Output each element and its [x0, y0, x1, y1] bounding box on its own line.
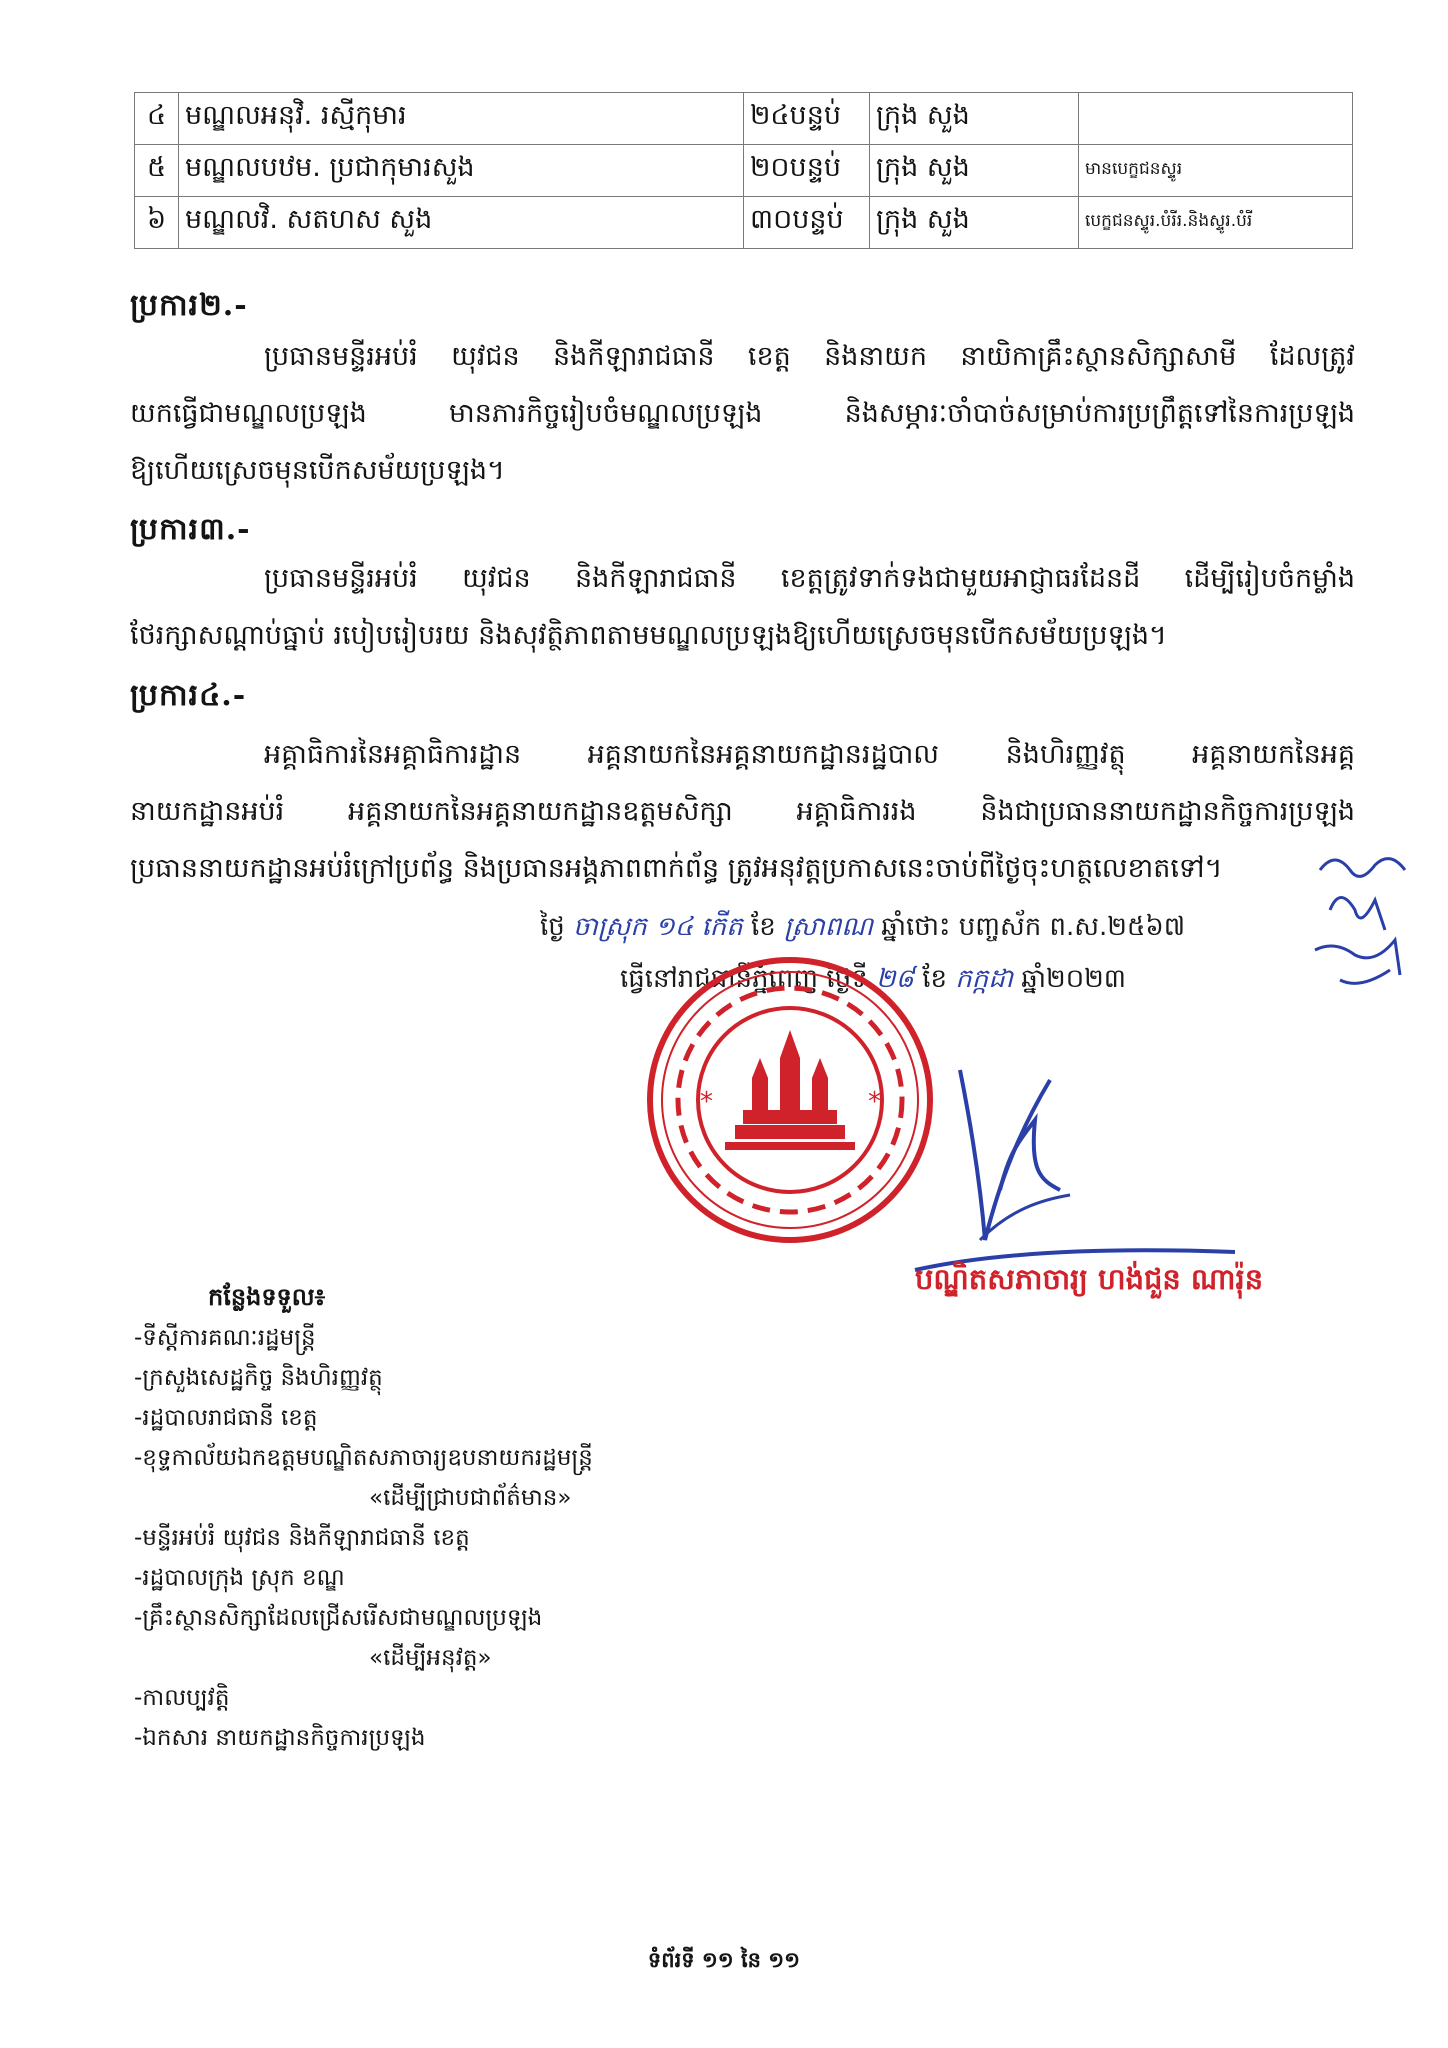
article-3-body [130, 550, 1355, 664]
paragraph-line: ប្រធានមន្ទីរអប់រំ យុវជន និងកីឡារាជធានី ខេត្តត្រូវទាក់ទងជាមួយអាជ្ញាធរដែនដី ដើម្បីរៀបចំកម្លាំង [264, 563, 1355, 594]
table-row [135, 145, 1353, 197]
signer-name: បណ្ឌិតសភាចារ្យ ហង់ជួន ណារ៉ុន [915, 1262, 1264, 1296]
list-item: «ដើម្បីអនុវត្ត» [369, 1645, 492, 1671]
table-row [135, 93, 1353, 145]
list-item: -រដ្ឋបាលរាជធានី ខេត្ត [134, 1405, 318, 1431]
greg-year: ឆ្នាំ២០២៣ [1021, 964, 1127, 994]
list-item: «ដើម្បីជ្រាបជាព័ត៌មាន» [369, 1485, 572, 1511]
signature-icon [940, 1060, 1080, 1250]
page-number: ទំព័រទី ១១ នៃ ១១ [647, 1948, 801, 1972]
lunar-month-handwritten: ស្រាពណ [783, 912, 873, 942]
list-item: -ទីស្តីការគណៈរដ្ឋមន្ត្រី [134, 1325, 316, 1351]
paragraph-line: នាយកដ្ឋានអប់រំ អគ្គនាយកនៃអគ្គនាយកដ្ឋានឧត្តមសិក្សា អគ្គាធិការរង និងជាប្រធាននាយកដ្ឋានកិច្ចការប្រឡង [130, 796, 1355, 827]
note: មានបេក្ខជនស្ទូរ [1079, 145, 1353, 197]
article-4-heading: ប្រការ៤.- [130, 678, 247, 713]
paragraph-line: ឱ្យហើយស្រេចមុនបើកសម័យប្រឡង។ [130, 455, 505, 486]
center-name: មណ្ឌលអនុវិ. រស្មីកុមារ [179, 93, 744, 145]
article-2-body [130, 328, 1355, 499]
list-item: -ក្រសួងសេដ្ឋកិច្ច និងហិរញ្ញវត្ថុ [134, 1365, 383, 1391]
room-count: ៣០បន្ទប់ [744, 197, 870, 249]
handwritten-initials-icon [1300, 840, 1420, 1010]
greg-month-label: ខែ [922, 964, 947, 994]
row-number: ៦ [135, 197, 179, 249]
lunar-date [540, 910, 1185, 948]
recipients-title: កន្លែងទទួល៖ [208, 1283, 326, 1311]
row-number: ៥ [135, 145, 179, 197]
note: បេក្ខជនស្ទូរ.បំរីរ.និងស្ទូរ.បំរី [1079, 197, 1353, 249]
table-row [135, 197, 1353, 249]
article-2-heading: ប្រការ២.- [130, 288, 248, 323]
greg-month-handwritten: កក្កដា [955, 964, 1013, 994]
location: ក្រុង សួង [870, 145, 1079, 197]
room-count: ២០បន្ទប់ [744, 145, 870, 197]
article-4-body [130, 726, 1355, 897]
row-number: ៤ [135, 93, 179, 145]
location: ក្រុង សួង [870, 93, 1079, 145]
greg-day-handwritten: ២៨ [875, 964, 914, 994]
center-name: មណ្ឌលបឋម. ប្រជាកុមារសួង [179, 145, 744, 197]
paragraph-line: យកធ្វើជាមណ្ឌលប្រឡង មានភារកិច្ចរៀបចំមណ្ឌលប្រឡង និងសម្ភារៈចាំបាច់សម្រាប់ការប្រព្រឹត្តទៅនៃការប្រឡង [130, 398, 1355, 429]
paragraph-line: ប្រធានមន្ទីរអប់រំ យុវជន និងកីឡារាជធានី ខេត្ត និងនាយក នាយិកាគ្រឹះស្ថានសិក្សាសាមី ដែលត្រូវ [264, 341, 1355, 372]
lunar-month-label: ខែ [750, 912, 776, 942]
recipients-list [134, 1318, 593, 1758]
greg-prefix: ធ្វើនៅរាជធានីភ្នំពេញ ថ្ងៃទី [620, 964, 868, 994]
list-item: -គ្រឹះស្ថានសិក្សាដែលជ្រើសរើសជាមណ្ឌលប្រឡង [134, 1605, 543, 1631]
list-item: -ឯកសារ នាយកដ្ឋានកិច្ចការប្រឡង [134, 1725, 426, 1751]
paragraph-line: ប្រធាននាយកដ្ឋានអប់រំក្រៅប្រព័ន្ធ និងប្រធានអង្គភាពពាក់ព័ន្ធ ត្រូវអនុវត្តប្រកាសនេះចាប់ពីថ្ងៃចុះហត្ថលេខាតទៅ។ [130, 853, 1223, 884]
lunar-year: ឆ្នាំថោះ បញ្ចស័ក ព.ស.២៥៦៧ [881, 912, 1186, 942]
note [1079, 93, 1353, 145]
lunar-prefix: ថ្ងៃ [540, 912, 565, 942]
center-name: មណ្ឌលវិ. សតហស សួង [179, 197, 744, 249]
svg-text:*: * [700, 1087, 713, 1117]
list-item: -ខុទ្ទកាល័យឯកឧត្តមបណ្ឌិតសភាចារ្យឧបនាយករដ្ឋមន្ត្រី [134, 1445, 593, 1471]
list-item: -មន្ទីរអប់រំ យុវជន និងកីឡារាជធានី ខេត្ត [134, 1525, 470, 1551]
article-3-heading: ប្រការ៣.- [130, 512, 251, 547]
room-count: ២៤បន្ទប់ [744, 93, 870, 145]
paragraph-line: អគ្គាធិការនៃអគ្គាធិការដ្ឋាន អគ្គនាយកនៃអគ្គនាយកដ្ឋានរដ្ឋបាល និងហិរញ្ញវត្ថុ អគ្គនាយកនៃអគ្គ [264, 739, 1355, 770]
list-item: -កាលប្បវត្តិ [134, 1685, 230, 1711]
exam-centers-table [134, 92, 1353, 249]
svg-text:*: * [868, 1087, 881, 1117]
lunar-day-handwritten: ចាស្រុក ១៤ កើត [573, 912, 743, 942]
location: ក្រុង សួង [870, 197, 1079, 249]
ministry-seal-icon [640, 950, 940, 1250]
list-item: -រដ្ឋបាលក្រុង ស្រុក ខណ្ឌ [134, 1565, 345, 1591]
paragraph-line: ថែរក្សាសណ្តាប់ធ្នាប់ របៀបរៀបរយ និងសុវត្ថិភាពតាមមណ្ឌលប្រឡងឱ្យហើយស្រេចមុនបើកសម័យប្រឡង។ [130, 620, 1167, 651]
